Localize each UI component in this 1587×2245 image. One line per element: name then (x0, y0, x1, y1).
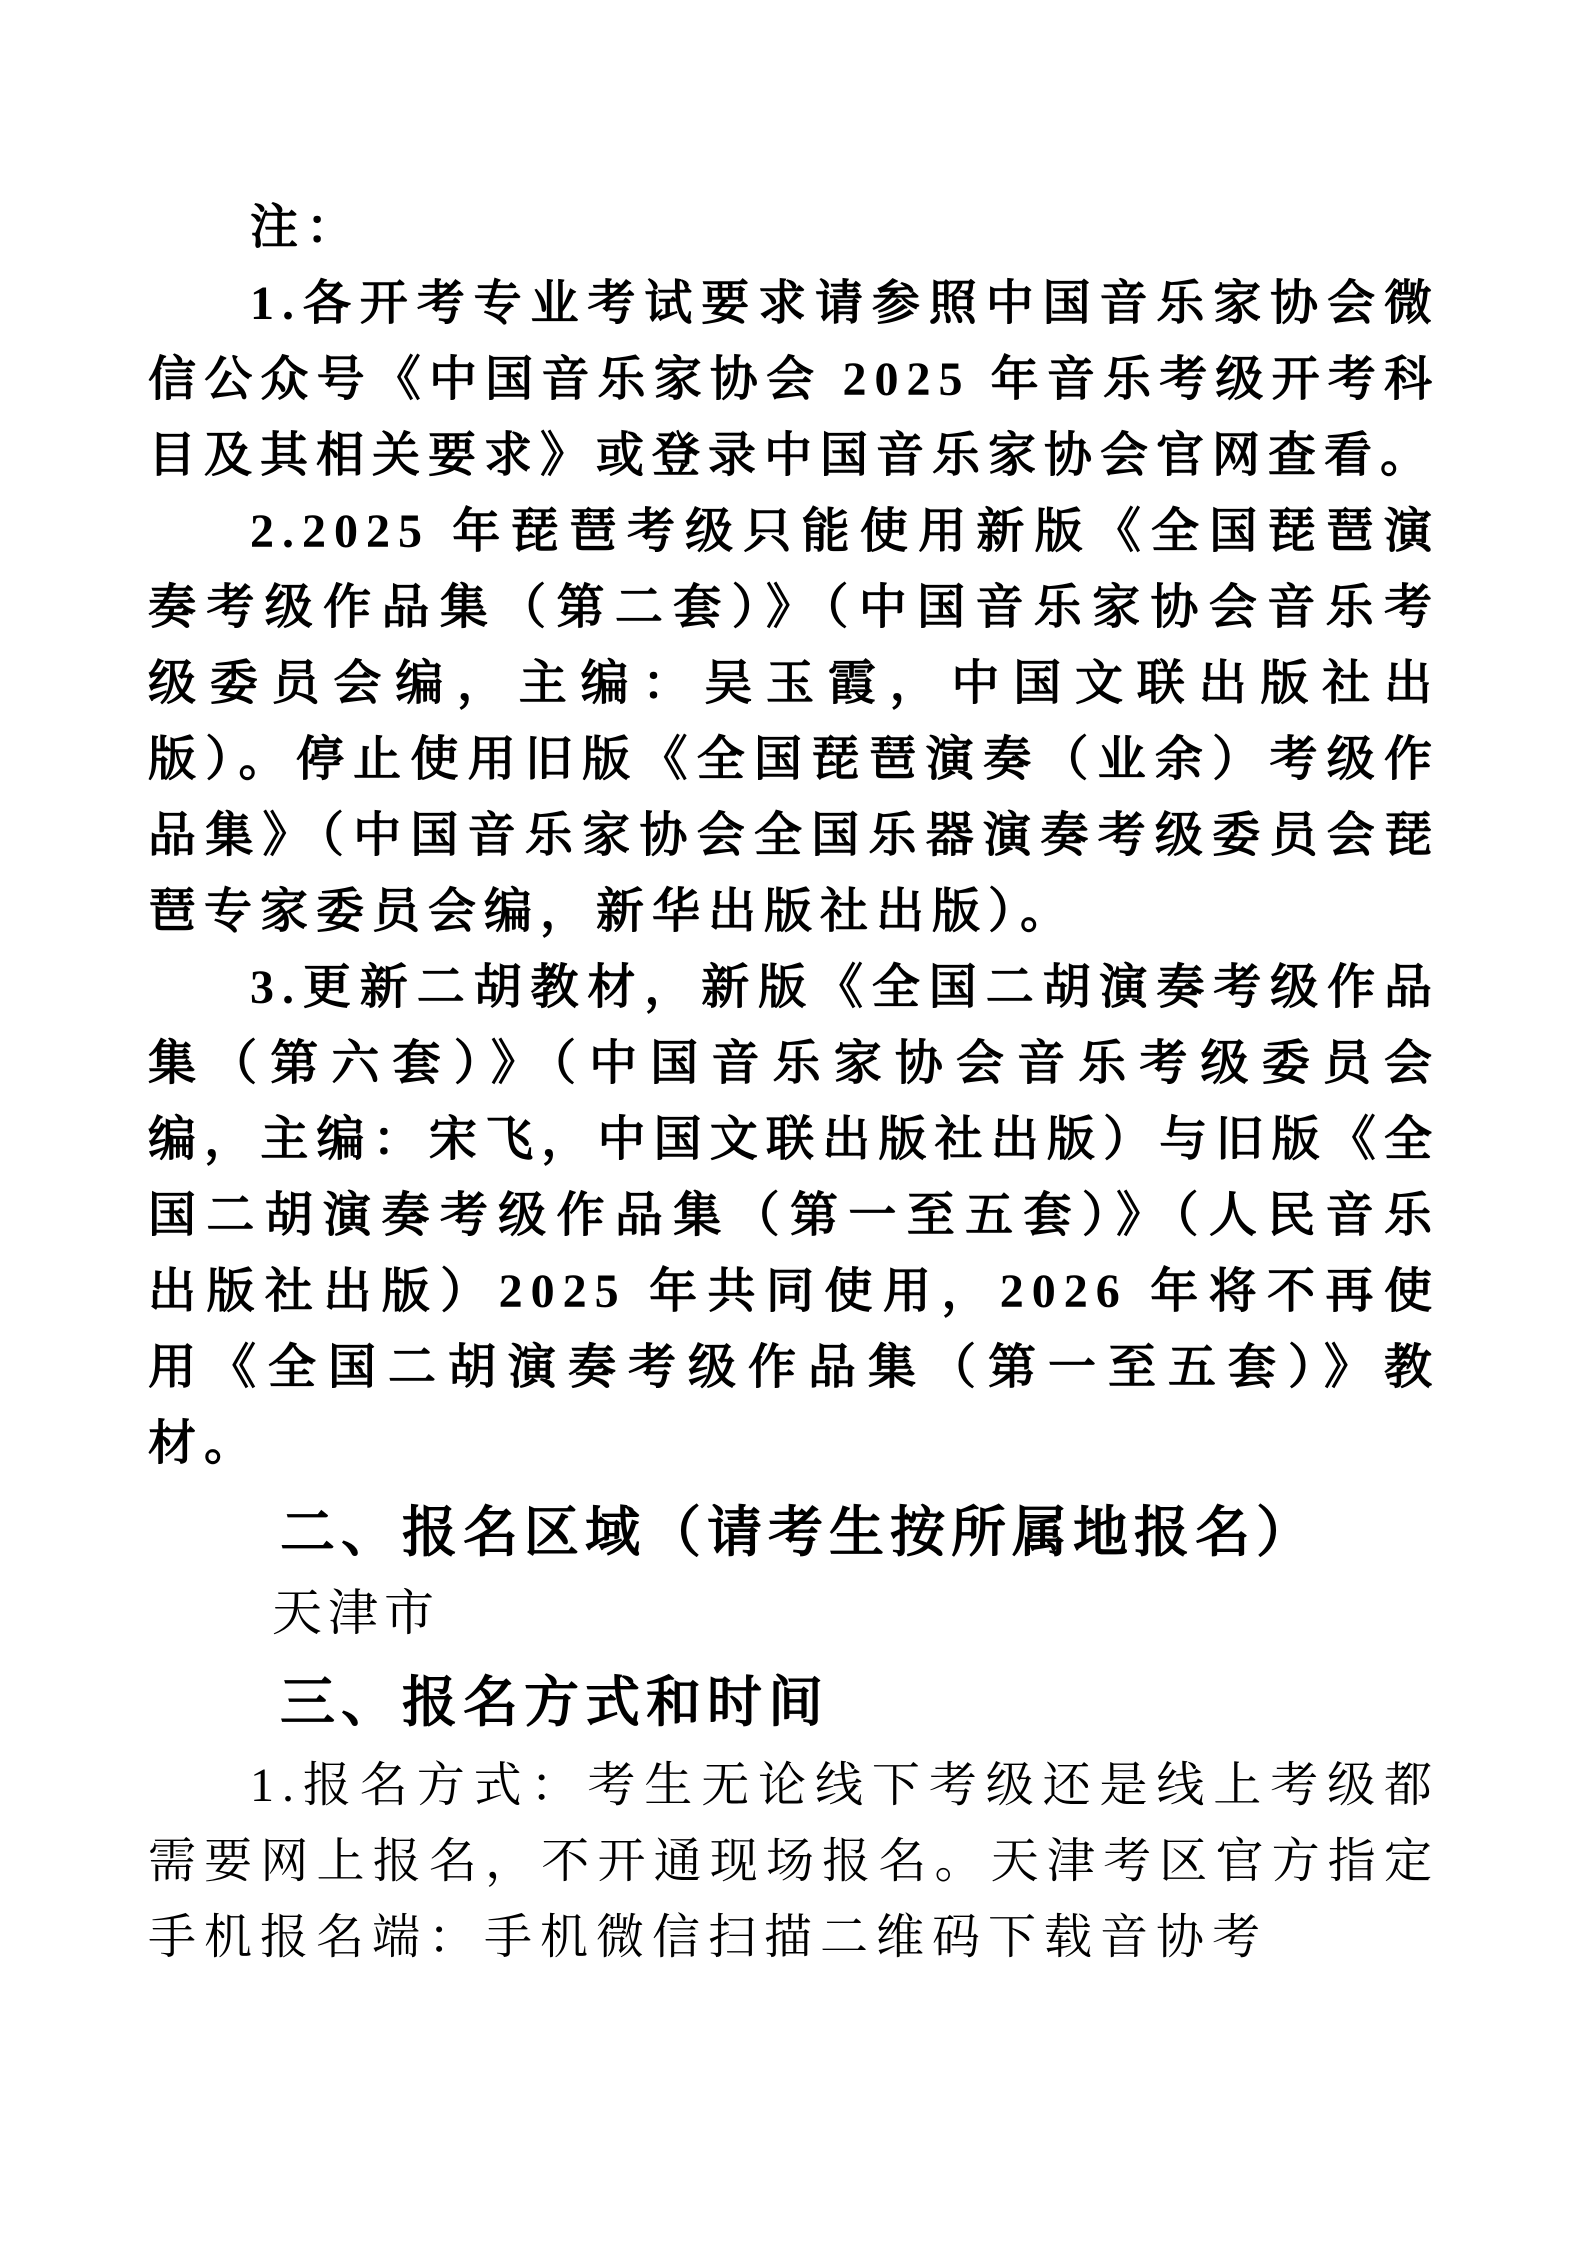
region-name: 天津市 (272, 1585, 440, 1641)
section-heading-registration-region: 二、报名区域（请考生按所属地报名） (280, 1501, 1318, 1563)
section-heading-registration-method-time: 三、报名方式和时间 (280, 1671, 830, 1733)
note-item-1: 1.各开考专业考试要求请参照中国音乐家协会微信公众号《中国音乐家协会 2025 年音乐考级开考科目及其相关要求》或登录中国音乐家协会官网查看。 (148, 277, 1440, 482)
notes-label: 注： (250, 201, 363, 254)
notes-section (148, 190, 1440, 1482)
note-item-2: 2.2025 年琵琶考级只能使用新版《全国琵琶演奏考级作品集（第二套）》（中国音乐家协会音乐考级委员会编，主编：吴玉霞，中国文联出版社出版）。停止使用旧版《全国琵琶演奏（业余）考级作品集》（中国音乐家协会全国乐器演奏考级委员会琵琶专家委员会编，新华出版社出版）。 (148, 505, 1440, 938)
registration-method-paragraph: 1.报名方式：考生无论线下考级还是线上考级都需要网上报名，不开通现场报名。天津考区官方指定手机报名端：手机微信扫描二维码下载音协考 (148, 1759, 1440, 1964)
note-item-3: 3.更新二胡教材，新版《全国二胡演奏考级作品集（第六套）》（中国音乐家协会音乐考级委员会编，主编：宋飞，中国文联出版社出版）与旧版《全国二胡演奏考级作品集（第一至五套）》（人民音乐出版社出版）2025 年共同使用，2026 年将不再使用《全国二胡演奏考级作品集（第一至五套）》教材。 (148, 961, 1440, 1470)
